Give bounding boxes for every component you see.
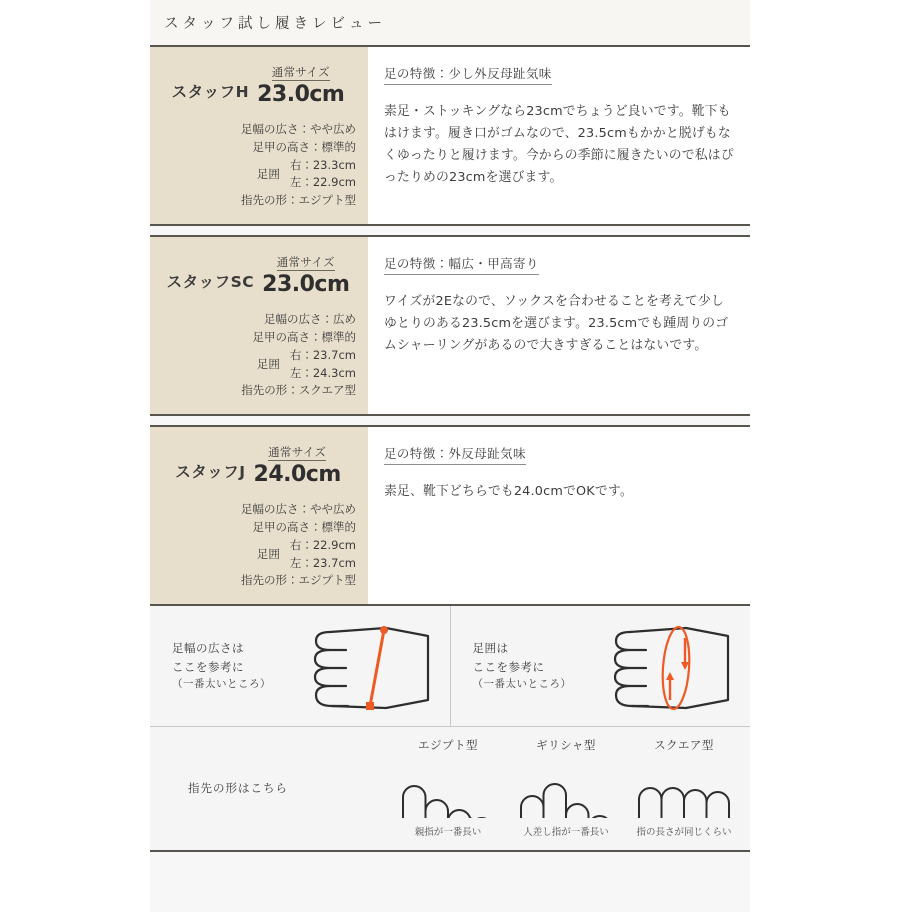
- review-row-divider: [150, 226, 750, 237]
- foot-width-caption-line1: 足幅の広さは: [172, 641, 244, 656]
- toe-shape-item: [396, 737, 500, 838]
- foot-girth-right-value: 22.9cm: [312, 537, 356, 552]
- toe-shape-item: [514, 737, 618, 838]
- usual-size-value: 24.0cm: [253, 462, 341, 488]
- usual-size-box: [262, 251, 349, 297]
- toe-shape-key: 指先の形：: [241, 573, 299, 588]
- foot-girth-left: [290, 365, 356, 383]
- instep-height-key: 足甲の高さ：: [252, 519, 322, 534]
- staff-spec-list: [160, 311, 356, 400]
- foot-width-caption: [156, 639, 271, 693]
- foot-width-key: 足幅の広さ：: [241, 122, 310, 136]
- foot-girth-guide: [450, 606, 751, 726]
- foot-girth-key: 足囲: [256, 356, 280, 371]
- foot-width-key: 足幅の広さ：: [264, 312, 333, 327]
- foot-girth-right-value: 23.7cm: [312, 347, 356, 362]
- staff-spec-cell: [150, 427, 368, 604]
- page-title: スタッフ試し履きレビュー: [164, 16, 386, 32]
- toe-shape-lead: 指先の形はこちら: [188, 780, 288, 795]
- foot-width-guide: [150, 606, 450, 726]
- review-body-text: ワイズが2Eなので、ソックスを合わせることを考えて少しゆとりのある23.5cmを選びます。23.5cmでも踵周りのゴムシャーリングがあるので大きすぎることはないです。: [384, 294, 729, 354]
- foot-width-row: [160, 311, 356, 329]
- foot-girth-right: [290, 157, 356, 175]
- review-row: [150, 427, 750, 606]
- foot-width-value: やや広め: [310, 122, 356, 136]
- staff-name: スタッフSC: [166, 273, 255, 292]
- staff-spec-list: [160, 121, 356, 210]
- foot-girth-values: [290, 157, 356, 193]
- usual-size-box: [257, 61, 344, 107]
- usual-size-label: 通常サイズ: [276, 255, 335, 270]
- foot-feature-heading: 足の特徴：外反母趾気味: [384, 444, 526, 465]
- module-header: [150, 0, 750, 47]
- measurement-guide: [150, 606, 750, 852]
- staff-header: [160, 441, 356, 487]
- foot-girth-diagram-icon: [600, 616, 740, 716]
- staff-spec-cell: [150, 47, 368, 224]
- foot-feature-heading: 足の特徴：少し外反母趾気味: [384, 64, 552, 85]
- toe-shape-guide: [150, 727, 750, 850]
- usual-size-value: 23.0cm: [257, 82, 345, 107]
- foot-girth-right-key: 右：: [289, 157, 313, 172]
- toe-shape-row: [160, 572, 356, 590]
- measurement-guide-top: [150, 606, 750, 727]
- instep-height-row: [160, 519, 356, 537]
- module-footer-space: [150, 852, 750, 912]
- foot-girth-row: [160, 157, 356, 193]
- foot-girth-right-key: 右：: [289, 347, 313, 362]
- toe-shape-item: [632, 737, 736, 838]
- toe-shape-row: [160, 382, 356, 400]
- staff-spec-list: [160, 501, 356, 590]
- usual-size-label: 通常サイズ: [268, 445, 327, 460]
- foot-width-diagram-icon: [300, 616, 440, 716]
- review-text-cell: [368, 427, 750, 604]
- foot-width-value: やや広め: [310, 502, 356, 517]
- staff-header: [160, 61, 356, 107]
- review-body-text: 素足・ストッキングなら23cmでちょうど良いです。靴下もはけます。履き口がゴムなので、23.5cmもかかと脱げもなくゆったりと履けます。今からの季節に履きたいので私はぴったりめの23cmを選びます。: [384, 104, 734, 185]
- foot-girth-left-value: 23.7cm: [312, 555, 356, 570]
- review-row: [150, 237, 750, 416]
- instep-height-key: 足甲の高さ：: [252, 139, 322, 154]
- foot-girth-right: [290, 537, 356, 555]
- toe-shape-key: 指先の形：: [241, 383, 299, 398]
- staff-header: [160, 251, 356, 297]
- foot-girth-right-value: 23.3cm: [312, 157, 356, 172]
- foot-girth-values: [290, 537, 356, 573]
- foot-girth-row: [160, 537, 356, 573]
- toe-shape-diagram-icon: [632, 756, 736, 818]
- foot-width-key: 足幅の広さ：: [241, 502, 310, 517]
- foot-girth-left: [290, 555, 356, 573]
- toe-shape-row: [160, 192, 356, 210]
- toe-shape-value: エジプト型: [298, 573, 356, 588]
- toe-shape-title: エジプト型: [418, 738, 478, 753]
- foot-girth-left: [290, 174, 356, 192]
- foot-width-row: [160, 501, 356, 519]
- foot-width-value: 広め: [333, 312, 356, 327]
- instep-height-value: 標準的: [321, 139, 356, 154]
- toe-shape-key: 指先の形：: [241, 193, 299, 208]
- review-text-cell: [368, 237, 750, 414]
- foot-girth-caption: [457, 639, 572, 693]
- foot-girth-left-key: 左：: [289, 175, 313, 190]
- foot-width-caption-line2: ここを参考に: [172, 659, 244, 674]
- foot-girth-right: [290, 347, 356, 365]
- foot-width-row: [160, 121, 356, 139]
- foot-width-caption-line3: （一番太いところ）: [172, 678, 271, 691]
- toe-shape-diagram-icon: [514, 756, 618, 818]
- staff-name: スタッフH: [171, 83, 250, 101]
- foot-girth-caption-line3: （一番太いところ）: [472, 678, 572, 691]
- review-row: [150, 47, 750, 226]
- staff-name: スタッフJ: [175, 463, 246, 482]
- foot-girth-left-key: 左：: [289, 365, 313, 380]
- foot-girth-right-key: 右：: [289, 537, 313, 552]
- foot-girth-key: 足囲: [256, 546, 280, 561]
- instep-height-key: 足甲の高さ：: [252, 329, 322, 344]
- usual-size-box: [254, 441, 341, 487]
- foot-girth-left-value: 22.9cm: [312, 175, 356, 190]
- review-module: [150, 0, 750, 900]
- instep-height-row: [160, 329, 356, 347]
- usual-size-label: 通常サイズ: [271, 65, 330, 79]
- instep-height-value: 標準的: [321, 329, 356, 344]
- toe-shape-title: ギリシャ型: [536, 738, 596, 753]
- review-row-divider: [150, 416, 750, 427]
- foot-feature-heading: 足の特徴：幅広・甲高寄り: [384, 254, 539, 275]
- foot-girth-key: 足囲: [256, 166, 280, 181]
- usual-size-value: 23.0cm: [262, 272, 350, 298]
- toe-shape-note: 親指が一番長い: [414, 827, 482, 839]
- foot-girth-left-key: 左：: [289, 555, 313, 570]
- review-list: [150, 47, 750, 606]
- toe-shape-note: 人差し指が一番長い: [523, 827, 609, 839]
- instep-height-row: [160, 139, 356, 157]
- toe-shape-value: エジプト型: [298, 193, 356, 208]
- toe-shape-diagram-icon: [396, 756, 500, 818]
- review-text-cell: [368, 47, 750, 224]
- foot-girth-caption-line2: ここを参考に: [472, 659, 545, 674]
- review-body-text: 素足、靴下どちらでも24.0cmでOKです。: [384, 484, 633, 500]
- toe-shape-note: 指の長さが同じくらい: [636, 827, 732, 839]
- instep-height-value: 標準的: [321, 519, 356, 534]
- foot-girth-values: [290, 347, 356, 383]
- foot-girth-row: [160, 347, 356, 383]
- foot-girth-left-value: 24.3cm: [312, 365, 356, 380]
- toe-shape-title: スクエア型: [654, 738, 714, 753]
- toe-shape-list: [396, 737, 746, 838]
- foot-girth-caption-line1: 足囲は: [472, 641, 509, 656]
- staff-spec-cell: [150, 237, 368, 414]
- toe-shape-value: スクエア型: [298, 383, 356, 398]
